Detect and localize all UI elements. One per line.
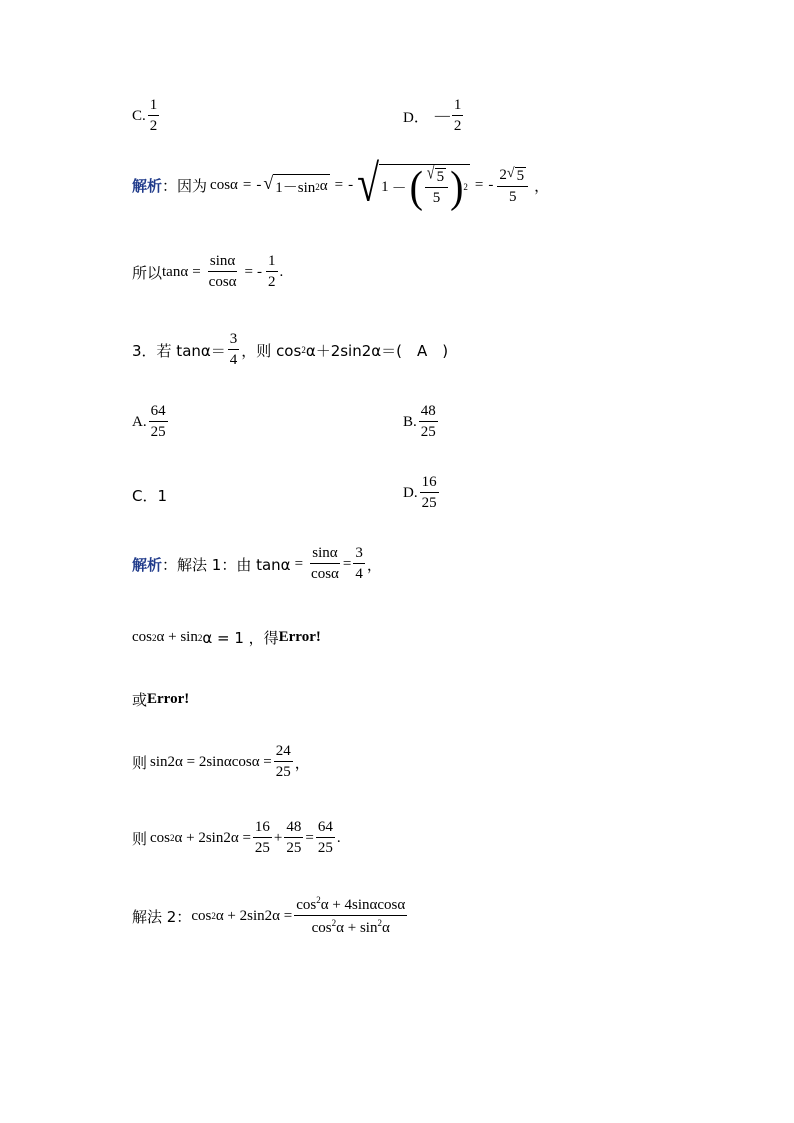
frac-den: 5 (508, 188, 517, 205)
sin-over-cos (309, 546, 341, 582)
tan-alpha: tanα (162, 263, 189, 280)
plus-sin-text: α + sin (156, 629, 198, 645)
alpha: α (319, 178, 328, 194)
superscript: 2 (331, 918, 337, 928)
option-a-fraction (149, 404, 168, 440)
q2-option-c (132, 98, 161, 134)
superscript: 2 (152, 632, 157, 643)
minus: － (391, 180, 407, 197)
plus-2sin2a-text: α + 2sin2α = (215, 907, 293, 924)
comma: ， (366, 555, 382, 574)
frac-num: 16 (253, 820, 272, 838)
cos-text: cos (296, 897, 317, 913)
big-sqrt-expression: √ 1 － ( √ 5 5 ) 2 (357, 153, 468, 213)
option-b-fraction (419, 404, 438, 440)
fraction-24-25 (274, 744, 293, 780)
option-c-text: C．1 (132, 487, 168, 505)
question-stem-mid: ，则 cos (241, 341, 302, 360)
comma: ， (534, 177, 550, 195)
radicand: 5 (436, 169, 445, 185)
cos-text: cos (191, 907, 212, 924)
plus: + (273, 829, 283, 846)
frac-den: 5 (432, 190, 441, 206)
period: . (336, 829, 341, 846)
superscript: 2 (197, 632, 203, 643)
frac-den: 4 (355, 566, 363, 582)
minus: - (348, 177, 354, 193)
one: 1 (381, 178, 389, 195)
minus-sign: — (434, 107, 450, 124)
option-c-label: C. (132, 107, 146, 124)
q3-option-b (403, 404, 440, 440)
equals: = (192, 263, 201, 280)
equals: ＝ (210, 343, 226, 360)
question-stem-prefix: 3．若 tanα (132, 341, 211, 360)
sin2a-expression: sin2α = 2sinαcosα = (150, 753, 272, 770)
superscript: 2 (377, 918, 382, 928)
method1-text: ：解法 1：由 tanα (162, 555, 291, 574)
superscript: 2 (316, 895, 321, 905)
frac-den: 25 (420, 424, 436, 440)
option-b-label: B. (403, 413, 417, 430)
plus-2sin2a-text: α + 2sin2α = (174, 829, 251, 846)
q3-solution-line5 (132, 820, 341, 856)
q3-solution-line1 (132, 546, 382, 582)
q2-solution-line2 (132, 254, 283, 290)
frac-num: 64 (149, 404, 168, 422)
frac-den: 25 (150, 424, 166, 440)
denominator-mid: α + sin (336, 920, 378, 936)
q2-solution-line1 (132, 153, 550, 213)
solution-label: 解析 (132, 555, 163, 574)
fraction-16-25 (253, 820, 272, 856)
cos-alpha: cosα (210, 177, 238, 193)
sqrt-content: 1－sin (275, 180, 316, 196)
superscript: 2 (463, 182, 468, 192)
coefficient: 2 (499, 166, 507, 183)
option-d-label: D. (403, 484, 418, 501)
superscript: 2 (301, 345, 306, 355)
q3-option-a (132, 404, 170, 440)
colon: ： (162, 177, 178, 195)
frac-num: 16 (420, 475, 439, 493)
frac-num: 24 (274, 744, 293, 762)
equals: = (334, 177, 344, 193)
frac-num: sinα (310, 546, 339, 564)
cos-text: cos (150, 829, 171, 846)
option-c-fraction (148, 98, 160, 134)
three-quarters (228, 332, 240, 368)
frac-den: 25 (254, 840, 270, 856)
frac-den: 2 (268, 274, 276, 290)
superscript: 2 (315, 181, 320, 192)
frac-den: 4 (229, 352, 238, 368)
q2-option-d (403, 98, 465, 134)
cos-text: cos (132, 629, 152, 645)
frac-num: 3 (228, 332, 240, 350)
solution-label: 解析 (132, 177, 163, 195)
frac-den: 25 (317, 840, 333, 856)
frac-den: 2 (453, 118, 462, 134)
method2-text: 解法 2： (132, 907, 192, 926)
then-text: 则 (132, 829, 148, 848)
error-text: Error! (147, 691, 190, 707)
error-text: Error! (278, 629, 321, 645)
equals: = (244, 263, 253, 280)
sqrt-expression: √ 1－sin 2 α (263, 173, 328, 196)
frac-num: 3 (353, 546, 365, 564)
three-quarters (353, 546, 365, 582)
two-sqrt5-over-5: 2 √ 5 5 (497, 167, 528, 205)
q3-solution-line4 (132, 744, 310, 780)
frac-num: 48 (419, 404, 438, 422)
minus: - (256, 177, 262, 193)
minus: - (257, 263, 262, 280)
so-text: 所以 (132, 263, 163, 282)
superscript: 2 (170, 833, 175, 843)
frac-num: sinα (208, 254, 237, 272)
equals: = (305, 829, 314, 846)
alpha: α (381, 920, 390, 936)
frac-den: cosα (311, 566, 339, 582)
or-text: 或 (132, 691, 148, 709)
frac-den: 25 (421, 495, 437, 511)
q3-solution-line6 (132, 896, 409, 936)
fraction-64-25 (316, 820, 335, 856)
option-d-fraction (420, 475, 439, 511)
equals: = (242, 177, 252, 193)
frac-den: 2 (149, 118, 158, 134)
option-a-label: A. (132, 413, 147, 430)
fraction-48-25 (284, 820, 303, 856)
frac-den: 25 (286, 840, 302, 856)
radicand: 5 (516, 167, 525, 184)
q3-solution-line3 (132, 689, 189, 710)
q3-option-d (403, 475, 441, 511)
cos-text: cos (311, 920, 332, 936)
period: . (279, 263, 284, 280)
equals: = (342, 555, 352, 572)
frac-num: 48 (284, 820, 303, 838)
comma: ， (294, 753, 310, 772)
frac-den: cosα (208, 274, 237, 290)
equals: = (474, 177, 484, 193)
frac-num: 64 (316, 820, 335, 838)
frac-num: 1 (266, 254, 278, 272)
q3-option-c (132, 485, 167, 506)
sqrt5-over-5: √ 5 5 (425, 168, 448, 206)
frac-num: 1 (148, 98, 160, 116)
option-d-label: D． (403, 109, 429, 126)
numerator-rest: α + 4sinαcosα (320, 897, 406, 913)
frac-den: 25 (275, 764, 291, 780)
minus: - (488, 177, 494, 193)
equals: = (294, 555, 304, 572)
because-text: 因为 (177, 177, 208, 195)
q3-stem (132, 332, 448, 368)
frac-num: 1 (452, 98, 464, 116)
equals-one-text: α = 1 ，得 (202, 629, 279, 647)
question-stem-rest: α＋2sin2α＝( A ) (305, 341, 449, 360)
method2-fraction (294, 896, 407, 936)
q3-solution-line2 (132, 627, 321, 648)
then-text: 则 (132, 753, 148, 772)
half (266, 254, 278, 290)
sin-over-cos (207, 254, 239, 290)
option-d-fraction (452, 98, 464, 134)
superscript: 2 (211, 911, 216, 921)
